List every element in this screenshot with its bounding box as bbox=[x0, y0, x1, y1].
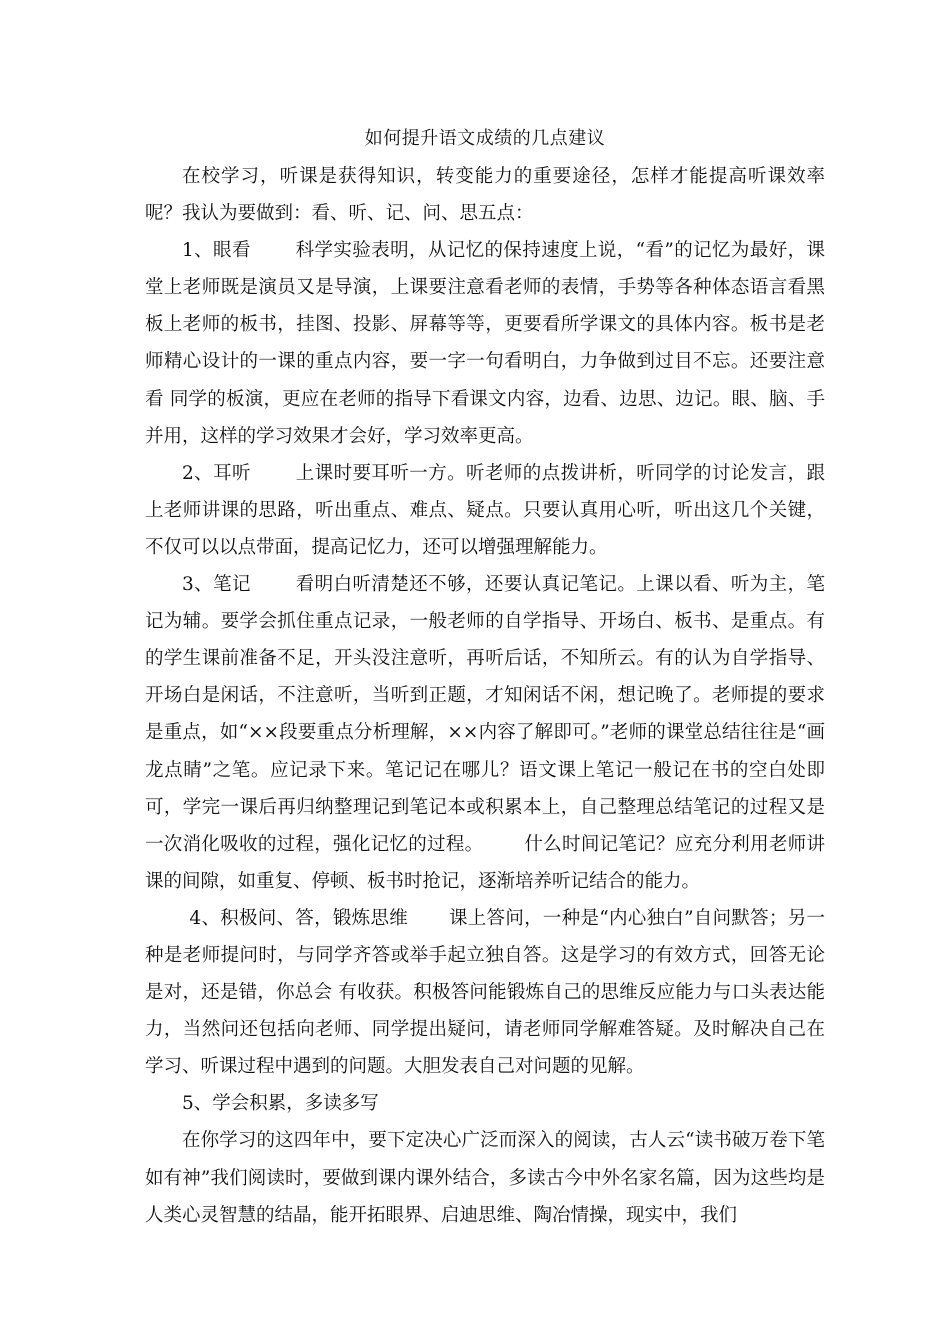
closing-text: 在你学习的这四年中，要下定决心广泛而深入的阅读，古人云“读书破万卷下笔如有神”我们阅读时，要做到课内课外结合，多读古今中外名家名篇，因为这些均是人类心灵智慧的结晶，能开拓眼界、启迪思维、陶冶情操，现实中，我们 bbox=[145, 1130, 825, 1226]
section-3-paragraph bbox=[145, 566, 825, 900]
document-body bbox=[145, 158, 825, 1234]
section-5-heading: 5、学会积累，多读多写 bbox=[182, 1093, 379, 1115]
section-3-text-continued: 什么时间记笔记？应充分利用老师讲课的间隙，如重复、停顿、板书时抢记，逐渐培养听记结合的能力。 bbox=[145, 833, 825, 892]
section-1-paragraph bbox=[145, 232, 825, 455]
document-title: 如何提升语文成绩的几点建议 bbox=[364, 128, 606, 149]
section-3-heading: 3、笔记 bbox=[182, 574, 251, 596]
section-2-heading: 2、耳听 bbox=[182, 462, 251, 484]
section-1-heading: 1、眼看 bbox=[182, 240, 251, 262]
intro-text: 在校学习，听课是获得知识，转变能力的重要途径，怎样才能提高听课效率呢？我认为要做到：看、听、记、问、思五点： bbox=[145, 166, 825, 225]
section-4-paragraph bbox=[145, 900, 825, 1085]
section-2-paragraph bbox=[145, 455, 825, 566]
closing-paragraph bbox=[145, 1122, 825, 1233]
section-4-heading: 4、积极问、答，锻炼思维 bbox=[189, 907, 409, 929]
section-4-text: 课上答问，一种是“内心独白”自问默答；另一种是老师提问时，与同学齐答或举手起立独自答。这是学习的有效方式，回答无论是对，还是错，你总会 有收获。积极答问能锻炼自己的思维反应能力与口头表达能力，当然问还包括向老师、同学提出疑问，请老师同学解难答疑。及时解决自己在学习、听课过程中遇到的问题。大胆发表自己对问题的见解。 bbox=[145, 907, 825, 1078]
section-1-text: 科学实验表明，从记忆的保持速度上说，“看”的记忆为最好，课堂上老师既是演员又是导演，上课要注意看老师的表情，手势等各种体态语言看黑板上老师的板书，挂图、投影、屏幕等等，更要看所学课文的具体内容。板书是老师精心设计的一课的重点内容，要一字一句看明白，力争做到过目不忘。还要注意看 同学的板演，更应在老师的指导下看课文内容，边看、边思、边记。眼、脑、手并用，这样的学习效果才会好，学习效率更高。 bbox=[145, 240, 825, 447]
section-5-paragraph bbox=[145, 1085, 825, 1122]
section-3-text: 看明白听清楚还不够，还要认真记笔记。上课以看、听为主，笔记为辅。要学会抓住重点记录，一般老师的自学指导、开场白、板书、是重点。有的学生课前准备不足，开头没注意听，再听后话，不知所云。有的认为自学指导、开场白是闲话，不注意听，当听到正题，才知闲话不闲，想记晚了。老师提的要求是重点，如“××段要重点分析理解，××内容了解即可。”老师的课堂总结往往是“画龙点睛”之笔。应记录下来。笔记记在哪儿？语文课上笔记一般记在书的空白处即可，学完一课后再归纳整理记到笔记本或积累本上，自己整理总结笔记的过程又是一次消化吸收的过程，强化记忆的过程。 bbox=[145, 574, 825, 855]
intro-paragraph bbox=[145, 158, 825, 232]
section-2-text: 上课时要耳听一方。听老师的点拨讲析，听同学的讨论发言，跟上老师讲课的思路，听出重点、难点、疑点。只要认真用心听，听出这几个关键，不仅可以以点带面，提高记忆力，还可以增强理解能力。 bbox=[145, 462, 825, 558]
